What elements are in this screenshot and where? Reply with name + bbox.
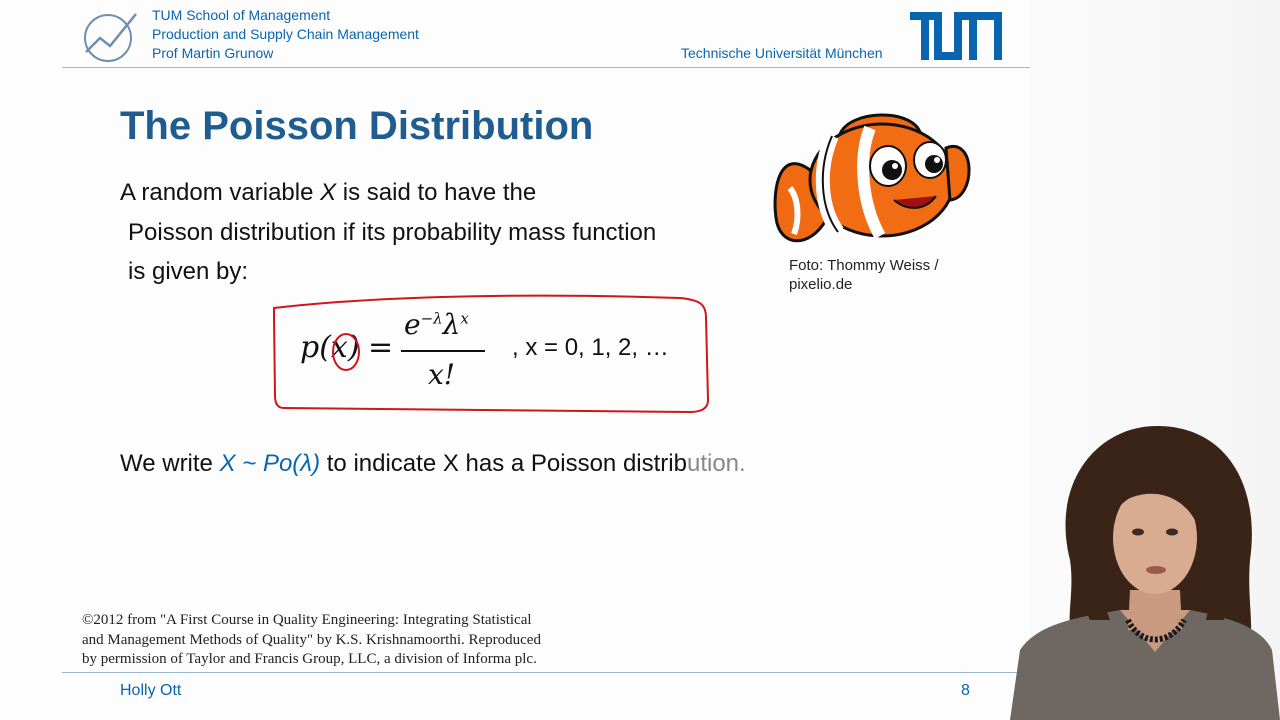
citation: [82, 611, 541, 670]
citation-line2: and Management Methods of Quality" by K.S. Krishnamoorthi. Reproduced: [82, 631, 541, 648]
image-credit-line1: Foto: Thommy Weiss /: [789, 257, 939, 274]
citation-line3: by permission of Taylor and Francis Group, LLC, a division of Informa plc.: [82, 651, 537, 667]
notation-prefix: We write: [120, 450, 220, 477]
header-divider: [62, 67, 1030, 68]
tum-logo-icon: [910, 12, 1002, 60]
numerator-lambda-exp: x: [460, 309, 469, 328]
notation-text: [120, 450, 746, 478]
footer-divider: [62, 672, 1030, 673]
definition-line2: Poisson distribution if its probability mass function: [128, 218, 657, 246]
image-credit-line2: pixelio.de: [789, 276, 853, 293]
numerator-e: e: [404, 308, 421, 341]
definition-line3: is given by:: [128, 258, 249, 285]
university-name: Technische Universität München: [681, 45, 883, 61]
formula-numerator: [404, 308, 469, 341]
header-school: TUM School of Management: [152, 7, 331, 23]
fraction-bar: [401, 350, 485, 352]
numerator-exp: −λ: [420, 309, 443, 328]
footer-presenter-name: Holly Ott: [120, 682, 182, 699]
formula-equals: =: [368, 330, 394, 365]
notation-faded: ution.: [686, 450, 746, 477]
definition-line1-b: is said to have the: [336, 179, 537, 206]
presenter-video: [1010, 420, 1280, 720]
formula-x-circle: [328, 330, 366, 374]
image-credit: [789, 256, 938, 294]
notation-expression: X ~ Po(λ): [219, 450, 321, 477]
definition-variable: X: [320, 179, 337, 206]
numerator-lambda: λ: [442, 308, 461, 341]
definition-text: [120, 173, 656, 292]
header-professor: Prof Martin Grunow: [152, 45, 274, 61]
formula-range: , x = 0, 1, 2, …: [512, 334, 669, 361]
definition-line1-a: A random variable: [120, 179, 321, 206]
formula-lhs: p(x): [300, 330, 360, 365]
clownfish-image: [770, 108, 975, 253]
notation-middle: to indicate X has a Poisson distrib: [320, 450, 687, 477]
page-number: 8: [961, 682, 970, 699]
citation-line1: ©2012 from "A First Course in Quality Engineering: Integrating Statistical: [82, 612, 532, 628]
tum-som-logo-icon: [82, 8, 140, 64]
slide-title: The Poisson Distribution: [120, 104, 594, 148]
formula-denominator: x!: [428, 358, 456, 391]
header-chair: Production and Supply Chain Management: [152, 26, 419, 42]
pmf-formula: [300, 300, 700, 410]
